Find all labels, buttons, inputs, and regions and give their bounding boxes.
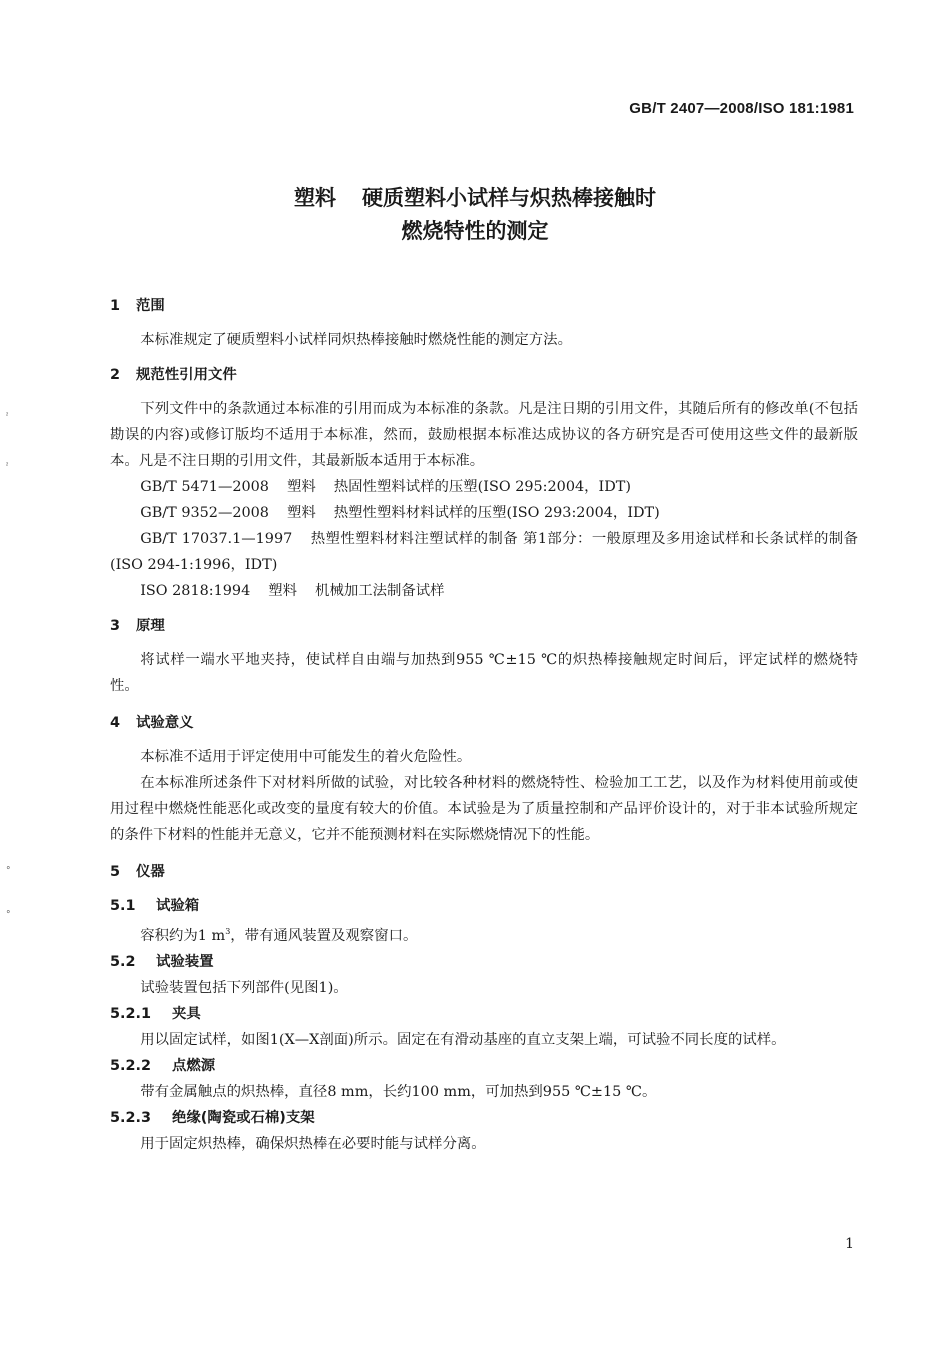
test-apparatus-text: 试验装置包括下列部件(见图1)。 xyxy=(140,979,348,996)
significance-paragraph-1: 本标准不适用于评定使用中可能发生的着火危险性。 xyxy=(140,749,472,765)
reference-item: GB/T 9352—2008 塑料 热塑性塑料材料试样的压塑(ISO 293:2004，IDT) xyxy=(140,505,660,521)
scope-paragraph: 本标准规定了硬质塑料小试样同炽热棒接触时燃烧性能的测定方法。 xyxy=(140,332,572,348)
scan-mark: ˀ xyxy=(6,462,9,472)
clamp-text: 用以固定试样，如图1(X—X剖面)所示。固定在有滑动基座的直立支架上端，可试验不同长度的试样。 xyxy=(140,1031,786,1048)
scan-mark: ° xyxy=(6,866,11,876)
subsection-heading-5-2-1: 5.2.1 夹具 xyxy=(110,1005,201,1022)
ignition-source-text: 带有金属触点的炽热棒，直径8 mm，长约100 mm，可加热到955 ℃±15 ℃。 xyxy=(140,1083,657,1100)
document-title xyxy=(0,182,950,248)
significance-paragraph-2: 在本标准所述条件下对材料所做的试验，对比较各种材料的燃烧特性、检验加工工艺，以及作为材料使用前或使用过程中燃烧性能恶化或改变的量度有较大的价值。本试验是为了质量控制和产品评价设计的，对于非本试验所规定的条件下材料的性能并无意义，它并不能预测材料在实际燃烧情况下的性能。 xyxy=(110,775,858,843)
standard-code: GB/T 2407—2008/ISO 181:1981 xyxy=(629,100,854,117)
reference-item: ISO 2818:1994 塑料 机械加工法制备试样 xyxy=(140,583,445,599)
title-main: 硬质塑料小试样与炽热棒接触时 xyxy=(362,186,656,210)
subsection-heading-5-2: 5.2 试验装置 xyxy=(110,953,214,970)
document-body xyxy=(110,294,858,1157)
normative-references-paragraph: 下列文件中的条款通过本标准的引用而成为本标准的条款。凡是注日期的引用文件，其随后所有的修改单(不包括勘误的内容)或修订版均不适用于本标准，然而，鼓励根据本标准达成协议的各方研究是否可使用这些文件的最新版本。凡是不注日期的引用文件，其最新版本适用于本标准。 xyxy=(110,401,858,469)
subsection-heading-5-1: 5.1 试验箱 xyxy=(110,898,200,914)
section-heading-5: 5 仪器 xyxy=(110,864,165,880)
reference-item: GB/T 5471—2008 塑料 热固性塑料试样的压塑(ISO 295:2004，IDT) xyxy=(140,479,631,495)
scan-mark: ° xyxy=(6,910,11,920)
subsection-heading-5-2-2: 5.2.2 点燃源 xyxy=(110,1057,216,1074)
reference-item: GB/T 17037.1—1997 热塑性塑料材料注塑试样的制备 第1部分：一般原理及多用途试样和长条试样的制备(ISO 294-1:1996，IDT) xyxy=(110,531,859,573)
title-line-1 xyxy=(0,182,950,215)
section-heading-4: 4 试验意义 xyxy=(110,715,194,731)
page-number: 1 xyxy=(845,1236,854,1252)
scan-mark: ˀ xyxy=(6,412,9,422)
section-heading-3: 3 原理 xyxy=(110,618,165,634)
subsection-heading-5-2-3: 5.2.3 绝缘(陶瓷或石棉)支架 xyxy=(110,1109,315,1126)
title-subject: 塑料 xyxy=(294,186,336,210)
title-line-2: 燃烧特性的测定 xyxy=(401,219,549,243)
test-chamber-text: 容积约为1 $m^3$，带有通风装置及观察窗口。 xyxy=(140,927,418,944)
principle-paragraph: 将试样一端水平地夹持，使试样自由端与加热到955 ℃±15 ℃的炽热棒接触规定时间后，评定试样的燃烧特性。 xyxy=(110,652,858,694)
section-heading-2: 2 规范性引用文件 xyxy=(110,367,237,383)
section-heading-1: 1 范围 xyxy=(110,298,165,314)
insulating-support-text: 用于固定炽热棒，确保炽热棒在必要时能与试样分离。 xyxy=(140,1135,486,1152)
